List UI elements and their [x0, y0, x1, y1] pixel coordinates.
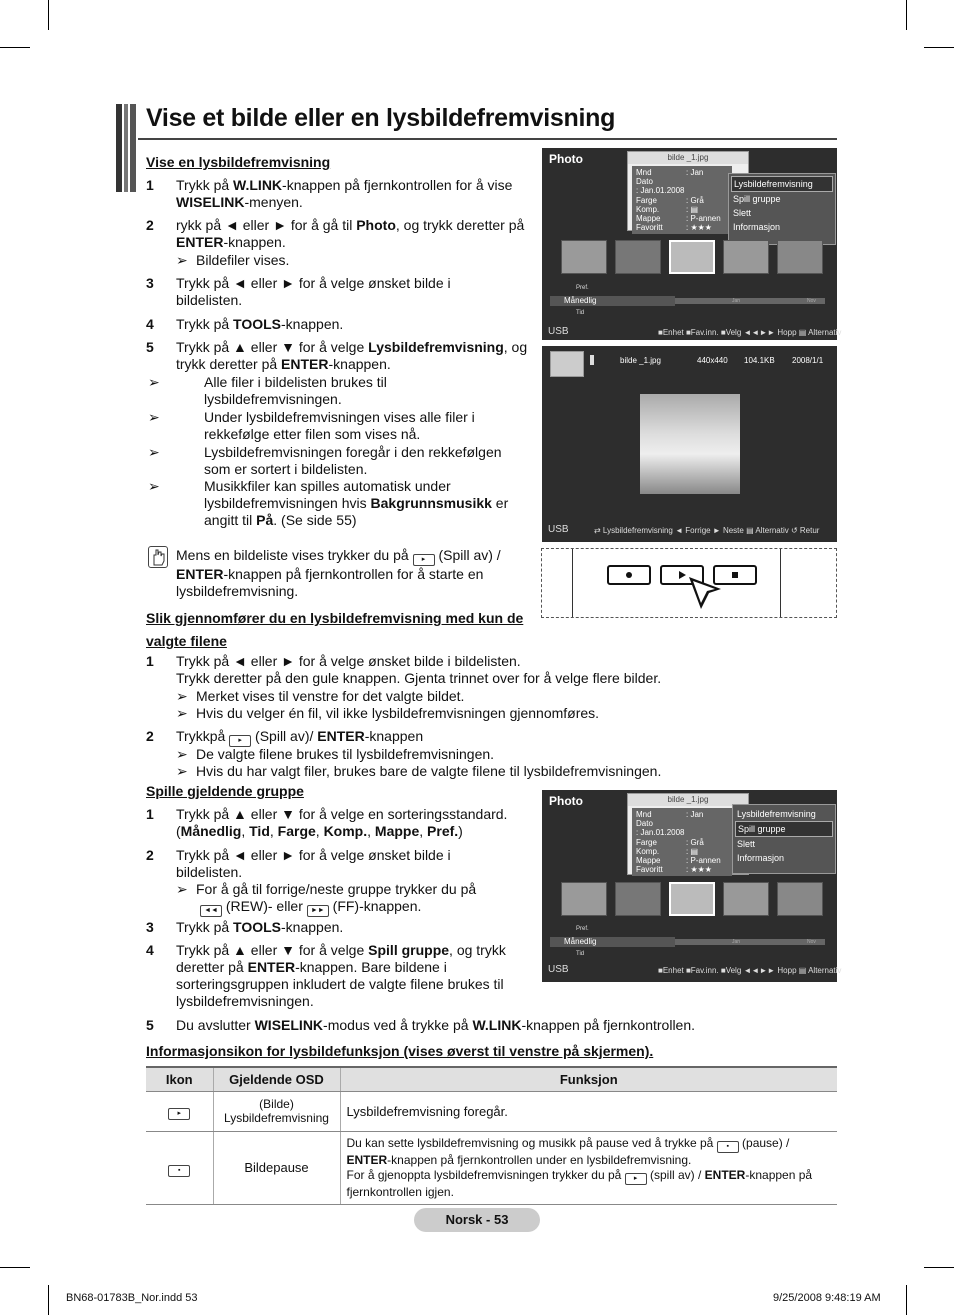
menu-item-play-group[interactable]: Spill gruppe [733, 194, 781, 204]
menu-item-slideshow[interactable]: Lysbildefremvisning [737, 809, 816, 819]
title-decoration [116, 104, 138, 192]
page-title: Vise et bilde eller en lysbildefremvisning [146, 104, 616, 132]
meta-row: Mnd : Jan [636, 168, 704, 177]
thumbnail[interactable] [561, 882, 607, 916]
meta-row: Farge : Grå [636, 837, 704, 847]
function-cell: Du kan sette lysbildefremvisning og musikk på pause ved å trykke på ▪ (pause) / ENTER-knappen på fjernkontrollen under en lysbildefremvisning. For å gjenoppta lysbildefremvisningen trykker du på ▸ (spill av) / ENTER-knappen på fjernkontrollen igjen. [340, 1131, 837, 1204]
step-text: Trykk på ▲ eller ▼ for å velge Lysbildefremvisning, og trykk deretter på ENTER-knappen. [176, 339, 528, 372]
thumbnail[interactable] [777, 240, 823, 274]
meta-list [632, 808, 732, 876]
pointer-arrow-icon [687, 575, 727, 611]
thumbnail[interactable] [669, 240, 715, 274]
timeline-jan: Jan [732, 298, 741, 304]
pause-marker-icon [590, 355, 594, 365]
tools-menu[interactable] [732, 804, 836, 874]
pause-icon: ▪ [717, 1141, 739, 1153]
sort-label[interactable]: Månedlig [550, 296, 675, 306]
note: ➢ Hvis du har valgt filer, brukes bare de valgte filene til lysbildefremvisningen. [176, 763, 662, 779]
step-number: 4 [146, 942, 154, 958]
title-rule [138, 138, 837, 140]
note: ➢ Musikkfiler kan spilles automatisk under lysbildefremvisningen hvis Bakgrunnsmusikk er angitt til På. (Se side 55) [148, 478, 509, 528]
file-name: bilde _1.jpg [620, 356, 661, 365]
remote-stop-button[interactable] [607, 565, 651, 585]
play-icon: ▸ [229, 735, 251, 747]
usb-label: USB [548, 524, 569, 535]
step-number: 1 [146, 653, 154, 669]
info-table [146, 1066, 837, 1205]
step-number: 3 [146, 919, 154, 935]
step-number: 3 [146, 275, 154, 291]
slideshow-image [640, 394, 740, 494]
osd-cell: Bildepause [213, 1131, 340, 1204]
step-number: 1 [146, 806, 154, 822]
osd-cell: (Bilde) Lysbildefremvisning [213, 1091, 340, 1131]
meta-row: Dato: Jan.01.2008 [636, 177, 685, 196]
col-header-ikon: Ikon [146, 1067, 213, 1091]
sort-pref: Pref. [576, 285, 589, 291]
note: ➢ Bildefiler vises. [176, 252, 290, 268]
note: ➢ Merket vises til venstre for det valgte bildet. [176, 688, 465, 704]
timeline-nov: Nov [807, 298, 816, 304]
note: ➢ For å gå til forrige/neste gruppe trykker du på ◄◄ (REW)- eller ►► (FF)-knappen. [176, 881, 526, 917]
meta-row: Mnd : Jan [636, 810, 704, 819]
menu-item-delete[interactable]: Slett [737, 839, 756, 849]
note: ➢ Alle filer i bildelisten brukes til lysbildefremvisningen. [148, 374, 387, 407]
function-cell: Lysbildefremvisning foregår. [340, 1091, 837, 1131]
info-panel [627, 793, 749, 875]
meta-row: Farge : Grå [636, 195, 704, 205]
step-number: 2 [146, 217, 154, 233]
thumbnail[interactable] [777, 882, 823, 916]
table-row [146, 1131, 837, 1204]
play-icon: ▸ [413, 554, 435, 566]
file-name: bilde _1.jpg [628, 152, 748, 164]
thumbnail-strip [561, 882, 823, 916]
tip-text: Mens en bildeliste vises trykker du på ▸ (Spill av) / ENTER-knappen på fjernkontrollen for å starte en lysbildefremvisning. [176, 547, 501, 599]
thumbnail[interactable] [615, 882, 661, 916]
section-heading: Vise en lysbildefremvisning [146, 154, 331, 170]
meta-row: Dato: Jan.01.2008 [636, 819, 685, 838]
page-number-badge: Norsk - 53 [414, 1208, 540, 1232]
thumbnail[interactable] [723, 882, 769, 916]
screen-help-bar: ■Enhet ■Fav.inn. ■Velg ◄◄►► Hopp ▤ Alternativ [658, 966, 842, 975]
play-icon: ▸ [168, 1108, 190, 1120]
thumbnail[interactable] [723, 240, 769, 274]
tv-screen-photo-list [542, 148, 842, 340]
footer-date: 9/25/2008 9:48:19 AM [773, 1292, 881, 1304]
play-icon: ▸ [625, 1173, 647, 1185]
thumbnail[interactable] [615, 240, 661, 274]
menu-item-play-group[interactable]: Spill gruppe [735, 821, 833, 837]
screen-help-bar: ⇄ Lysbildefremvisning ◄ Forrige ► Neste ▤ Alternativ ↺ Retur [594, 526, 820, 535]
timeline-nov: Nov [807, 939, 816, 945]
sort-tid: Tid [576, 951, 585, 957]
rew-icon: ◄◄ [200, 905, 222, 917]
screen-help-bar: ■Enhet ■Fav.inn. ■Velg ◄◄►► Hopp ▤ Alternativ [658, 328, 842, 337]
resolution: 440x440 [697, 356, 728, 365]
step-number: 5 [146, 1017, 154, 1033]
thumbnail-strip [561, 240, 823, 274]
meta-row: Favoritt : ★★★ [636, 865, 712, 875]
col-header-osd: Gjeldende OSD [213, 1067, 340, 1091]
file-date: 2008/1/1 [792, 356, 824, 365]
timeline-bar [675, 298, 825, 304]
step-text: Trykk på ▲ eller ▼ for å velge Spill gruppe, og trykk deretter på ENTER-knappen. Bare bildene i sorteringsgruppen inkludert de valgte filene brukes til lysbildefremvisningen. [176, 942, 506, 1009]
meta-row: Mappe : P-annen [636, 214, 721, 224]
section-heading: Spille gjeldende gruppe [146, 783, 304, 799]
menu-item-slideshow[interactable]: Lysbildefremvisning [731, 176, 833, 192]
step-number: 2 [146, 847, 154, 863]
col-header-funksjon: Funksjon [340, 1067, 837, 1091]
footer-filename: BN68-01783B_Nor.indd 53 [66, 1292, 198, 1304]
step-text: Trykk på ◄ eller ► for å velge ønsket bilde i bildelisten. [176, 275, 451, 308]
thumbnail[interactable] [561, 240, 607, 274]
meta-row: Mappe : P-annen [636, 856, 721, 866]
tv-screen-play-group [542, 790, 842, 982]
file-name: bilde _1.jpg [628, 794, 748, 806]
timeline-bar [675, 939, 825, 945]
meta-row: Favoritt : ★★★ [636, 223, 712, 233]
sort-tid: Tid [576, 310, 585, 316]
meta-row: Komp. : ▤ [636, 204, 699, 214]
step-text: Du avslutter WISELINK-modus ved å trykke på W.LINK-knappen på fjernkontrollen. [176, 1017, 696, 1033]
slideshow-icon [550, 351, 584, 377]
sort-pref: Pref. [576, 926, 589, 932]
meta-list [632, 166, 732, 234]
table-row [146, 1091, 837, 1131]
step-number: 1 [146, 177, 154, 193]
step-text: Trykk på ◄ eller ► for å velge ønsket bilde i bildelisten. Trykk deretter på den gule knappen. Gjenta trinnet over for å velge flere bilder. [176, 653, 662, 686]
remote-illustration [541, 548, 837, 618]
step-text: Trykk på ◄ eller ► for å velge ønsket bilde i bildelisten. [176, 847, 451, 880]
step-text: Trykkpå ▸ (Spill av)/ ENTER-knappen [176, 728, 423, 747]
usb-label: USB [548, 326, 569, 337]
usb-label: USB [548, 964, 569, 975]
step-text: rykk på ◄ eller ► for å gå til Photo, og trykk deretter på ENTER-knappen. [176, 217, 525, 250]
step-text: Trykk på TOOLS-knappen. [176, 919, 344, 935]
menu-item-delete[interactable]: Slett [733, 208, 752, 218]
hand-icon [148, 546, 168, 568]
section-heading: Slik gjennomfører du en lysbildefremvisning med kun de valgte filene [146, 610, 524, 649]
menu-item-info[interactable]: Informasjon [733, 222, 781, 232]
meta-row: Komp. : ▤ [636, 846, 699, 856]
step-text: Trykk på W.LINK-knappen på fjernkontrollen for å vise WISELINK-menyen. [176, 177, 513, 210]
file-size: 104.1KB [744, 356, 775, 365]
note: ➢ Under lysbildefremvisningen vises alle filer i rekkefølge etter filen som vises nå. [148, 409, 475, 442]
timeline-jan: Jan [732, 939, 741, 945]
screen-label: Photo [549, 794, 583, 808]
menu-item-info[interactable]: Informasjon [737, 853, 785, 863]
note: ➢ De valgte filene brukes til lysbildefremvisningen. [176, 746, 495, 762]
tv-screen-slideshow [542, 346, 837, 542]
step-text: Trykk på TOOLS-knappen. [176, 316, 344, 332]
note: ➢ Hvis du velger én fil, vil ikke lysbildefremvisningen gjennomføres. [176, 705, 600, 721]
info-heading: Informasjonsikon for lysbildefunksjon (vises øverst til venstre på skjermen). [146, 1043, 654, 1059]
step-number: 5 [146, 339, 154, 355]
pause-icon: ▪ [168, 1165, 190, 1177]
note: ➢ Lysbildefremvisningen foregår i den rekkefølgen som er sortert i bildelisten. [148, 444, 502, 477]
tools-menu[interactable] [728, 173, 836, 245]
ff-icon: ►► [307, 905, 329, 917]
sort-label[interactable]: Månedlig [550, 937, 675, 947]
screen-label: Photo [549, 152, 583, 166]
thumbnail[interactable] [669, 882, 715, 916]
step-number: 4 [146, 316, 154, 332]
step-number: 2 [146, 728, 154, 744]
step-text: Trykk på ▲ eller ▼ for å velge en sorteringsstandard. (Månedlig, Tid, Farge, Komp., Mappe, Pref.) [176, 806, 508, 839]
